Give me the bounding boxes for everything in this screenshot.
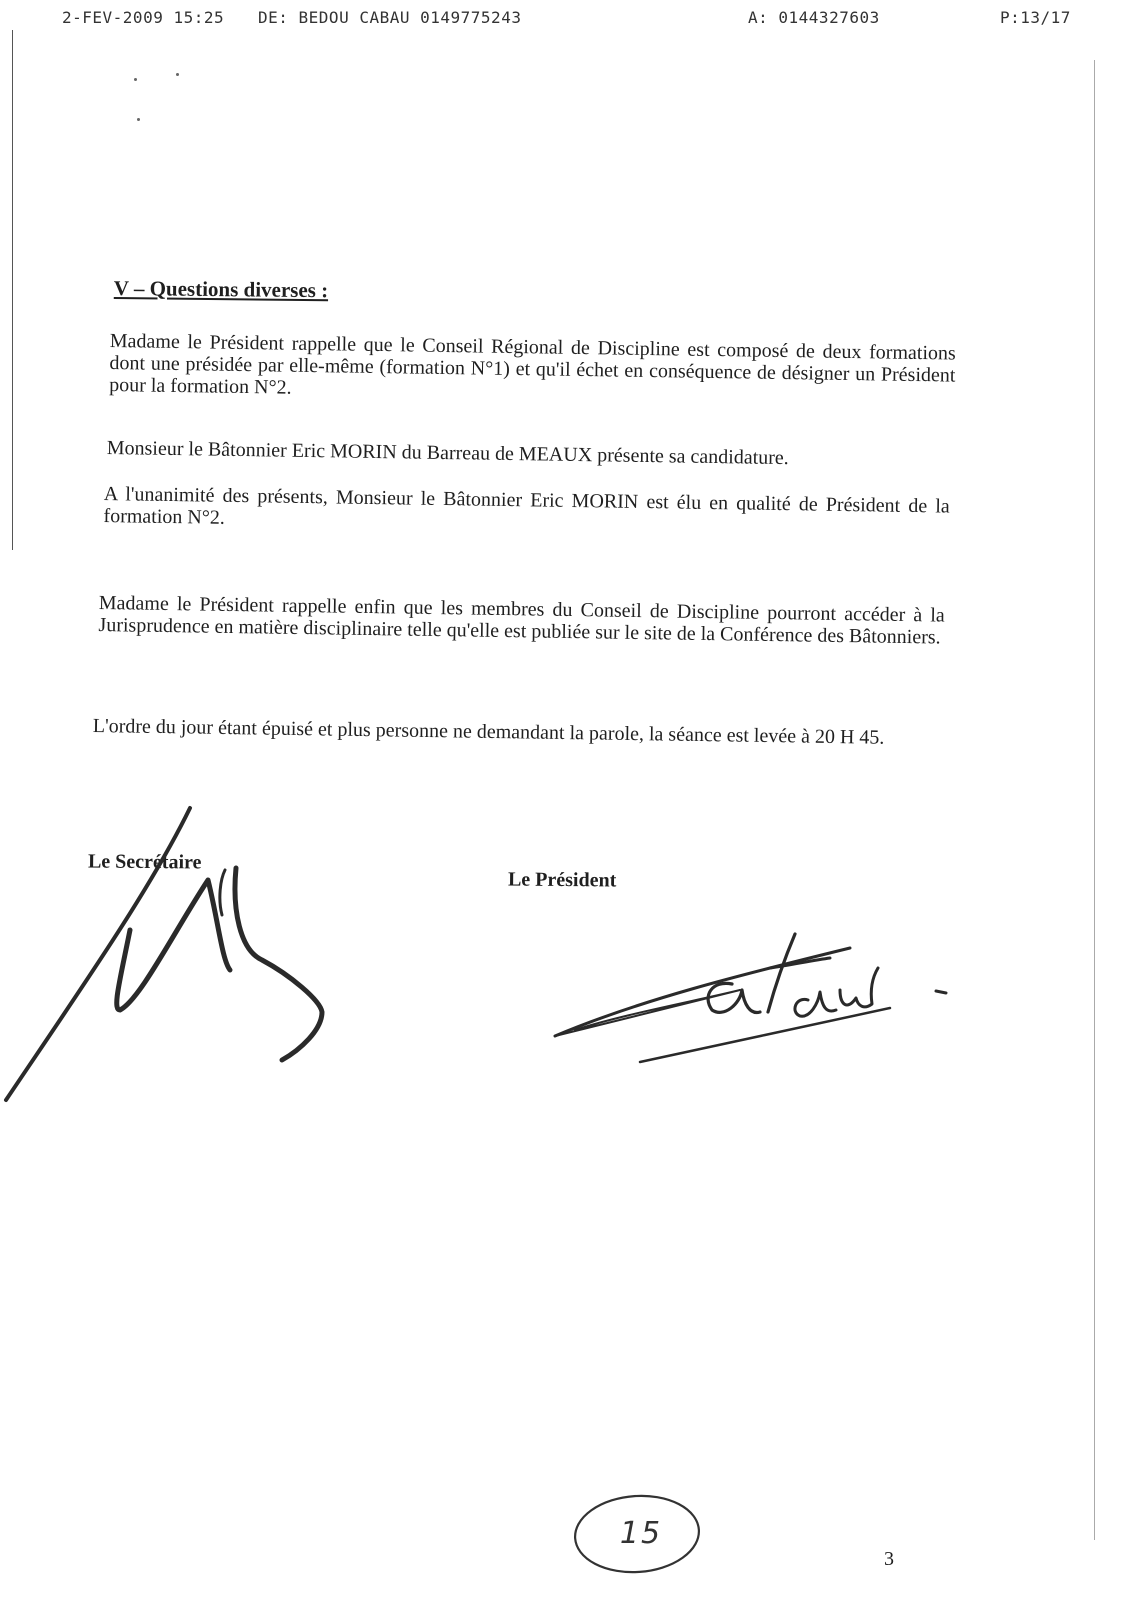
- section-heading: V – Questions diverses :: [113, 276, 329, 303]
- paragraph-candidature: Monsieur le Bâtonnier Eric MORIN du Barreau de MEAUX présente sa candidature.: [106, 437, 789, 470]
- fax-recipient: A: 0144327603: [748, 8, 880, 27]
- president-label: Le Président: [507, 868, 617, 892]
- president-signature: [555, 934, 946, 1062]
- stamp-number: 15: [619, 1516, 663, 1551]
- fax-page-counter: P:13/17: [1000, 8, 1071, 27]
- secretary-label: Le Secrétaire: [87, 850, 202, 874]
- paragraph-formation: Madame le Président rappelle que le Conseil Régional de Discipline est composé de deux formations dont une présidée par elle-même (formation N°1) et qu'il échet en conséquence de désigner un Président pour la formation N°2.: [109, 330, 956, 399]
- paragraph-jurisprudence: Madame le Président rappelle enfin que les membres du Conseil de Discipline pourront accéder à la Jurisprudence en matière disciplinaire telle qu'elle est publiée sur le site de la Conférence des Bâtonniers.: [98, 592, 945, 649]
- paragraph-election: A l'unanimité des présents, Monsieur le Bâtonnier Eric MORIN est élu en qualité de Président de la formation N°2.: [103, 483, 950, 529]
- secretary-signature: [6, 808, 322, 1100]
- page-number: 3: [884, 1548, 894, 1570]
- fax-sender: DE: BEDOU CABAU 0149775243: [258, 8, 522, 27]
- paragraph-closing: L'ordre du jour étant épuisé et plus personne ne demandant la parole, la séance est levée à 20 H 45.: [92, 715, 885, 749]
- fax-date-time: 2-FEV-2009 15:25: [62, 8, 225, 27]
